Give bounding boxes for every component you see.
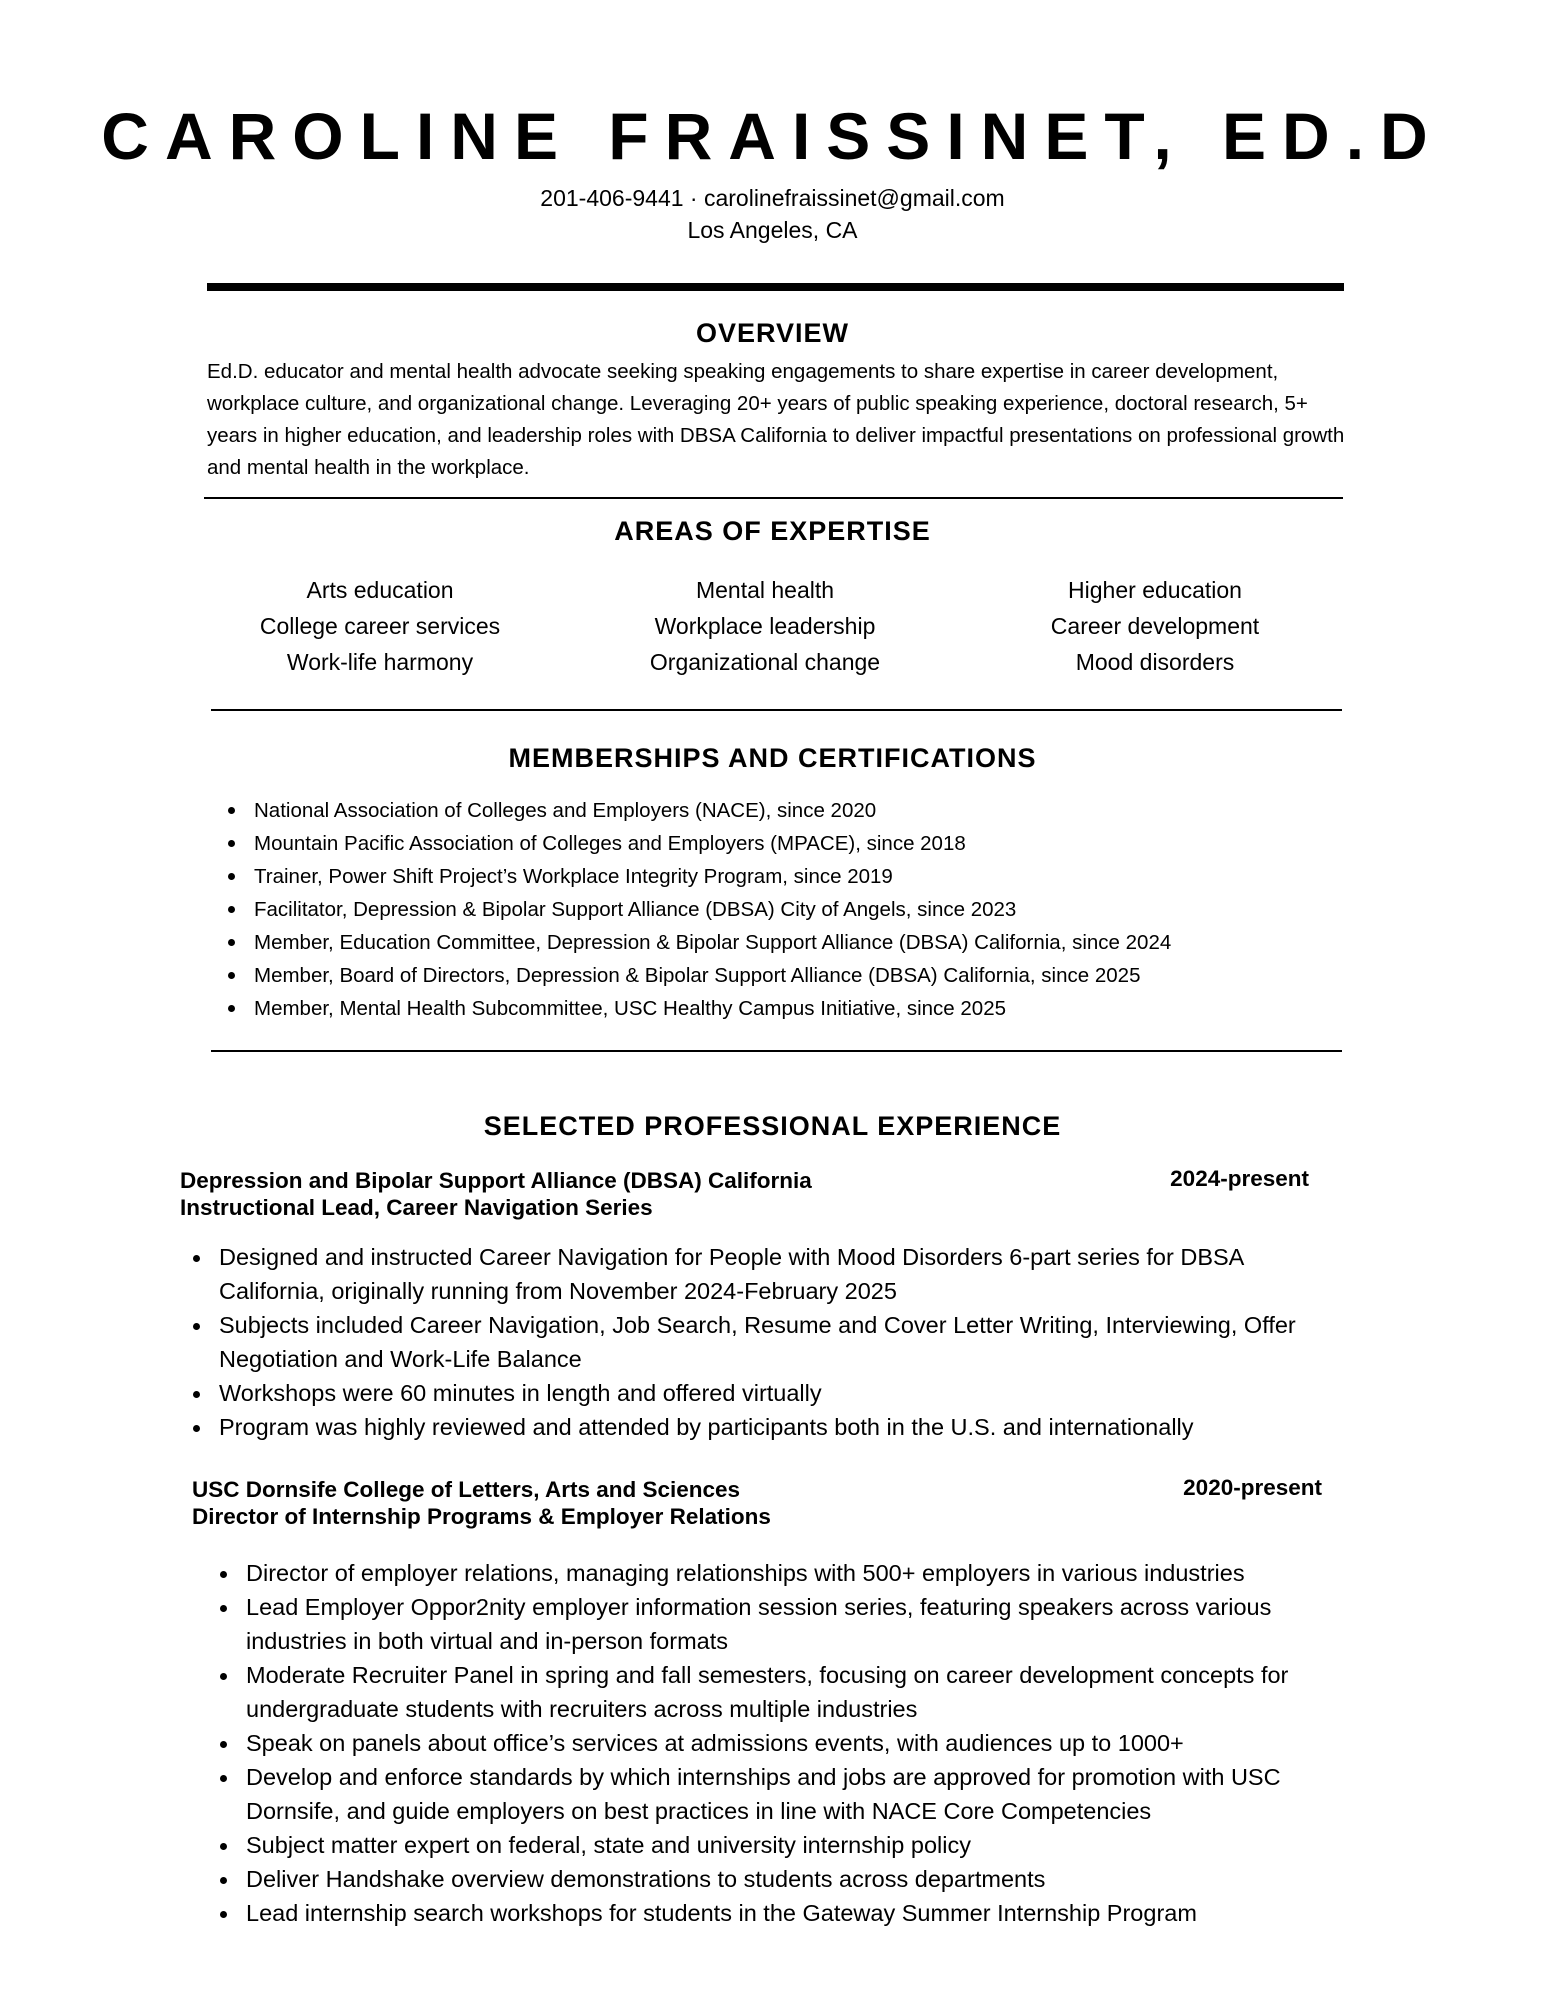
list-item: Workshops were 60 minutes in length and offered virtually [193, 1376, 1323, 1410]
memberships-divider [211, 1050, 1342, 1052]
list-item: Subjects included Career Navigation, Job Search, Resume and Cover Letter Writing, Interviewing, Offer Negotiation and Work-Life Balance [193, 1308, 1323, 1376]
overview-divider [204, 497, 1343, 499]
job-organization: USC Dornsife College of Letters, Arts and Sciences [192, 1477, 741, 1502]
overview-text: Ed.D. educator and mental health advocate seeking speaking engagements to share expertise in career development, workplace culture, and organizational change. Leveraging 20+ years of public speaking experience, doctoral research, 5+ years in higher education, and leadership roles with DBSA California to deliver impactful presentations on professional growth and mental health in the workplace. [207, 360, 1345, 479]
list-item: Designed and instructed Career Navigation for People with Mood Disorders 6-part series for DBSA California, originally running from November 2024-February 2025 [193, 1240, 1323, 1308]
memberships-heading: MEMBERSHIPS AND CERTIFICATIONS [508, 743, 1037, 773]
list-item: Moderate Recruiter Panel in spring and fall semesters, focusing on career development concepts for undergraduate students with recruiters across multiple industries [220, 1658, 1350, 1726]
header-divider [207, 283, 1344, 291]
list-item: Program was highly reviewed and attended by participants both in the U.S. and internationally [193, 1410, 1323, 1444]
candidate-name: CAROLINE FRAISSINET, ED.D [101, 99, 1444, 173]
overview-heading: OVERVIEW [695, 318, 850, 348]
expertise-item: Workplace leadership [654, 613, 876, 639]
expertise-item: Work-life harmony [286, 649, 474, 675]
job-title: Instructional Lead, Career Navigation Series [180, 1195, 653, 1220]
list-item: Member, Education Committee, Depression & Bipolar Support Alliance (DBSA) California, since 2024 [228, 926, 1378, 959]
list-item: Speak on panels about office’s services at admissions events, with audiences up to 1000+ [220, 1726, 1350, 1760]
expertise-item: Career development [1050, 613, 1260, 639]
job-organization: Depression and Bipolar Support Alliance (DBSA) California [180, 1168, 812, 1193]
list-item: Mountain Pacific Association of Colleges and Employers (MPACE), since 2018 [228, 827, 1378, 860]
expertise-item: Higher education [1068, 577, 1242, 603]
list-item: Lead internship search workshops for students in the Gateway Summer Internship Program [220, 1896, 1350, 1930]
expertise-item: College career services [259, 613, 501, 639]
job-bullets [220, 1556, 1350, 1930]
job-dates: 2020-present [1183, 1475, 1322, 1500]
expertise-divider [211, 709, 1342, 711]
list-item: Lead Employer Oppor2nity employer information session series, featuring speakers across various industries in both virtual and in-person formats [220, 1590, 1350, 1658]
list-item: Subject matter expert on federal, state and university internship policy [220, 1828, 1350, 1862]
list-item: Director of employer relations, managing relationships with 500+ employers in various industries [220, 1556, 1350, 1590]
experience-heading: SELECTED PROFESSIONAL EXPERIENCE [483, 1111, 1062, 1141]
expertise-grid [190, 572, 1370, 680]
expertise-item: Mood disorders [1075, 649, 1235, 675]
memberships-list [228, 794, 1378, 1025]
expertise-item: Arts education [306, 577, 454, 603]
location: Los Angeles, CA [687, 217, 858, 243]
job-bullets [193, 1240, 1323, 1444]
expertise-heading: AREAS OF EXPERTISE [614, 516, 931, 546]
list-item: Facilitator, Depression & Bipolar Support Alliance (DBSA) City of Angels, since 2023 [228, 893, 1378, 926]
expertise-item: Mental health [695, 577, 835, 603]
job-title: Director of Internship Programs & Employer Relations [192, 1504, 771, 1529]
list-item: Member, Board of Directors, Depression & Bipolar Support Alliance (DBSA) California, since 2025 [228, 959, 1378, 992]
list-item: Trainer, Power Shift Project’s Workplace Integrity Program, since 2019 [228, 860, 1378, 893]
expertise-item: Organizational change [649, 649, 881, 675]
list-item: Member, Mental Health Subcommittee, USC Healthy Campus Initiative, since 2025 [228, 992, 1378, 1025]
list-item: National Association of Colleges and Employers (NACE), since 2020 [228, 794, 1378, 827]
list-item: Develop and enforce standards by which internships and jobs are approved for promotion with USC Dornsife, and guide employers on best practices in line with NACE Core Competencies [220, 1760, 1350, 1828]
job-dates: 2024-present [1170, 1166, 1309, 1191]
contact-line: 201-406-9441 · carolinefraissinet@gmail.com [540, 185, 1005, 211]
list-item: Deliver Handshake overview demonstrations to students across departments [220, 1862, 1350, 1896]
